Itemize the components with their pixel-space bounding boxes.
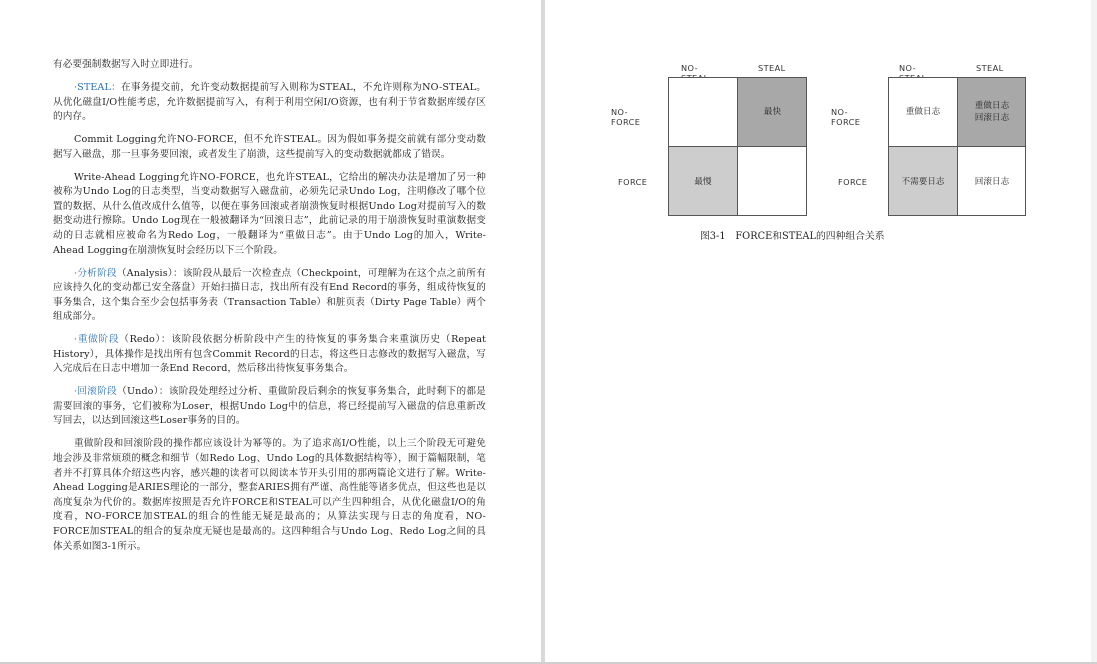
row-label-no-force: NO-FORCE	[831, 107, 861, 127]
paragraph-analysis	[53, 267, 486, 325]
left-page	[0, 0, 541, 662]
term-undo: ·回滚阶段	[74, 386, 118, 398]
paragraph-text: 在事务提交前，允许变动数据提前写入则称为STEAL，不允许则称为NO-STEAL。从优化磁盘I/O性能考虑，允许数据提前写入，有利于利用空闲I/O资源，也有利于节省数据库缓存区的内存。	[53, 82, 487, 123]
paragraph: 重做阶段和回滚阶段的操作都应该设计为幂等的。为了追求高I/O性能，以上三个阶段无可避免地会涉及非常烦琐的概念和细节（如Redo Log、Undo Log的具体数据结构等），囿于篇幅限制，笔者并不打算具体介绍这些内容，感兴趣的读者可以阅读本节开头引用的那两篇论文进行了解。Write-Ahead Logging是ARIES理论的一部分，整套ARIES拥有严谨、高性能等诸多优点，但这些也是以高度复杂为代价的。数据库按照是否允许FORCE和STEAL可以产生四种组合，从优化磁盘I/O的角度看，NO-FORCE加STEAL的组合的性能无疑是最高的；从算法实现与日志的角度看，NO-FORCE加STEAL的组合的复杂度无疑也是最高的。这四种组合与Undo Log、Redo Log之间的具体关系如图3-1所示。	[53, 438, 486, 552]
col-label-steal: STEAL	[976, 63, 1004, 73]
col-label-no-steal: NO-	[681, 63, 698, 73]
paragraph-redo	[53, 333, 486, 377]
paragraph-text: （Analysis）：该阶段从最后一次检查点（Checkpoint，可理解为在这个点之前所有应该持久化的变动都已安全落盘）开始扫描日志，找出所有没有End Record的事务，组成待恢复的事务集合，这个集合至少会包括事务表（Transaction Table）和脏页表（Dirty Page Table）两个组成部分。	[53, 267, 486, 323]
term-steal: ·STEAL：	[74, 82, 122, 94]
paragraph: Commit Logging允许NO-FORCE，但不允许STEAL。因为假如事务提交前就有部分变动数据写入磁盘，那一旦事务要回滚，或者发生了崩溃，这些提前写入的变动数据就都成了错误。	[53, 134, 486, 160]
grid-divider	[668, 146, 807, 147]
paragraph-undo	[53, 385, 486, 429]
body-text	[53, 58, 486, 562]
row-label-no-force: NO-FORCE	[611, 107, 641, 127]
grid-divider	[888, 146, 1026, 147]
col-label-no-steal: NO-	[899, 63, 916, 73]
paragraph: Write-Ahead Logging允许NO-FORCE，也允许STEAL，它给出的解决办法是增加了另一种被称为Undo Log的日志类型，当变动数据写入磁盘前，必须先记录Undo Log，注明修改了哪个位置的数据、从什么值改成什么值等，以便在事务回滚或者崩溃恢复时根据Undo Log对提前写入的数据变动进行擦除。Undo Log现在一般被翻译为“回滚日志”，此前记录的用于崩溃恢复时重演数据变动的日志就相应被命名为Redo Log，一般翻译为“重做日志”。由于Undo Log的加入，Write-Ahead Logging在崩溃恢复时会经历以下三个阶段。	[53, 171, 486, 256]
cell-text: 最快	[763, 107, 782, 117]
term-redo: ·重做阶段	[74, 334, 120, 346]
paragraph-text: （Undo）：该阶段处理经过分析、重做阶段后剩余的恢复事务集合，此时剩下的都是需要回滚的事务，它们被称为Loser，根据Undo Log中的信息，将已经提前写入磁盘的信息重新改写回去，以达到回滚这些Loser事务的目的。	[53, 386, 486, 427]
cell-text: 最慢	[694, 176, 712, 187]
row-label-force: FORCE	[838, 177, 868, 187]
cell-text: 回滚日志	[974, 113, 1010, 123]
paragraph: 有必要强制数据写入时立即进行。	[53, 59, 199, 70]
cell-text: 回滚日志	[974, 176, 1010, 187]
paragraph-steal	[53, 81, 486, 125]
row-label-force: FORCE	[618, 177, 648, 187]
cell-text: 重做日志	[905, 107, 941, 117]
paragraph-text: （Redo）：该阶段依据分析阶段中产生的待恢复的事务集合来重演历史（Repeat History），具体操作是找出所有包含Commit Record的日志，将这些日志修改的数据写入磁盘，写入完成后在日志中增加一条End Record，然后移出待恢复事务集合。	[53, 334, 486, 375]
term-analysis: ·分析阶段	[74, 267, 117, 279]
cell-text: 重做日志	[974, 101, 1010, 111]
cell-text: 不需要日志	[901, 176, 945, 187]
col-label-steal: STEAL	[758, 63, 786, 73]
figure-caption: 图3-1 FORCE和STEAL的四种组合关系	[700, 231, 885, 242]
